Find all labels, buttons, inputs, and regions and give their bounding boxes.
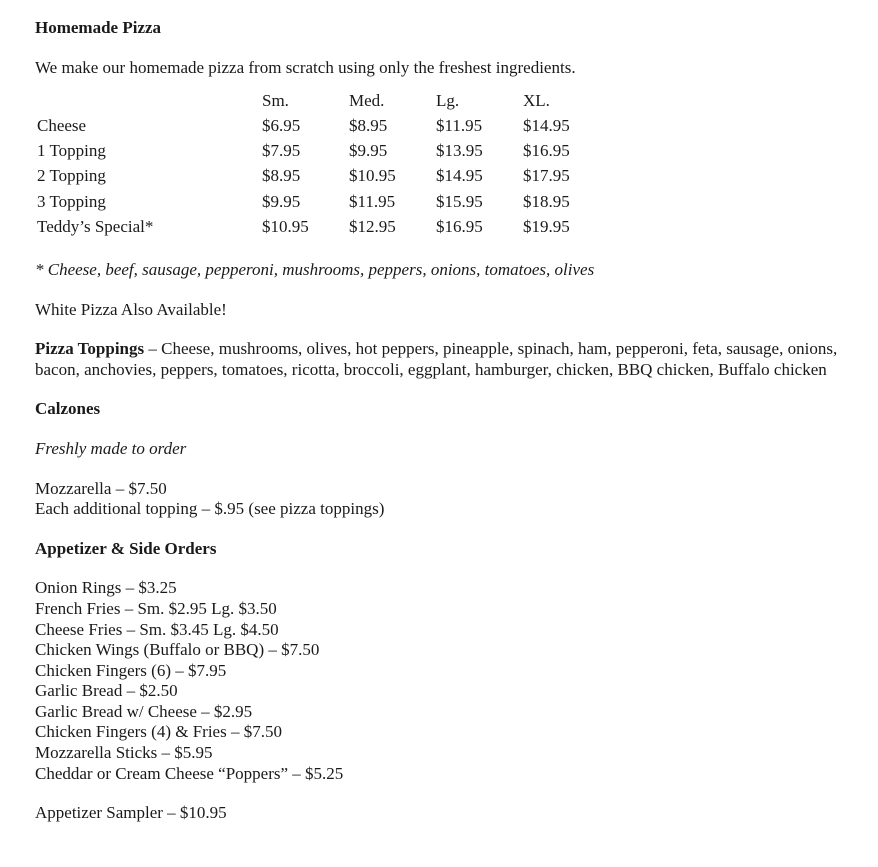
- price-cell: $7.95: [262, 141, 301, 161]
- price-cell: $12.95: [349, 217, 396, 237]
- table-row: [37, 113, 610, 138]
- special-footnote: * Cheese, beef, sausage, pepperoni, mushrooms, peppers, onions, tomatoes, olives: [35, 259, 595, 279]
- size-header-lg: Lg.: [436, 90, 460, 110]
- price-cell: $9.95: [349, 141, 388, 161]
- pizza-name: 3 Topping: [37, 191, 106, 211]
- size-header-sm: Sm.: [262, 90, 289, 110]
- table-row: [37, 189, 610, 214]
- price-cell: $17.95: [523, 166, 570, 186]
- list-item: Cheese Fries – Sm. $3.45 Lg. $4.50: [35, 619, 279, 639]
- calzones-subtitle: Freshly made to order: [35, 438, 187, 458]
- price-cell: $19.95: [523, 217, 570, 237]
- price-cell: $11.95: [349, 191, 396, 211]
- list-item: Mozzarella – $7.50: [35, 478, 167, 498]
- list-item: Chicken Fingers (6) – $7.95: [35, 660, 227, 680]
- list-item: French Fries – Sm. $2.95 Lg. $3.50: [35, 598, 277, 618]
- price-table-header: [37, 88, 610, 113]
- list-item: Chicken Wings (Buffalo or BBQ) – $7.50: [35, 640, 320, 660]
- white-pizza-note: White Pizza Also Available!: [35, 299, 227, 319]
- size-header-blank: [37, 88, 262, 113]
- price-cell: $11.95: [436, 115, 483, 135]
- price-cell: $8.95: [262, 166, 301, 186]
- list-item: Each additional topping – $.95 (see pizza toppings): [35, 499, 385, 519]
- table-row: [37, 215, 610, 240]
- pizza-heading: Homemade Pizza: [35, 18, 162, 37]
- table-row: [37, 164, 610, 189]
- price-cell: $6.95: [262, 115, 301, 135]
- pizza-name: Teddy’s Special*: [37, 217, 154, 237]
- menu-page: [35, 18, 855, 824]
- pizza-toppings-paragraph: [35, 339, 855, 380]
- price-cell: $14.95: [436, 166, 483, 186]
- list-item: Garlic Bread w/ Cheese – $2.95: [35, 701, 253, 721]
- calzones-heading: Calzones: [35, 399, 101, 419]
- appetizers-heading: Appetizer & Side Orders: [35, 538, 217, 558]
- price-cell: $10.95: [349, 166, 396, 186]
- list-item: Chicken Fingers (4) & Fries – $7.50: [35, 722, 282, 742]
- pizza-name: 2 Topping: [37, 166, 106, 186]
- list-item: Cheddar or Cream Cheese “Poppers” – $5.25: [35, 763, 344, 783]
- pizza-name: Cheese: [37, 115, 87, 135]
- appetizer-sampler: Appetizer Sampler – $10.95: [35, 803, 227, 823]
- table-row: [37, 139, 610, 164]
- pizza-toppings-label: Pizza Toppings: [35, 339, 145, 359]
- price-cell: $16.95: [436, 217, 483, 237]
- list-item: Garlic Bread – $2.50: [35, 681, 178, 701]
- price-cell: $9.95: [262, 191, 301, 211]
- price-cell: $18.95: [523, 191, 570, 211]
- price-cell: $13.95: [436, 141, 483, 161]
- price-cell: $15.95: [436, 191, 483, 211]
- pizza-toppings-list: – Cheese, mushrooms, olives, hot peppers, pineapple, spinach, ham, pepperoni, feta, sausage, onions, bacon, anchovies, peppers, tomatoes, ricotta, broccoli, eggplant, hamburger, chicken, BBQ chicken, Buffalo chicken: [35, 339, 838, 379]
- pizza-intro: We make our homemade pizza from scratch using only the freshest ingredients.: [35, 57, 576, 77]
- list-item: Mozzarella Sticks – $5.95: [35, 743, 213, 763]
- pizza-name: 1 Topping: [37, 141, 106, 161]
- size-header-med: Med.: [349, 90, 385, 110]
- list-item: Onion Rings – $3.25: [35, 578, 177, 598]
- price-cell: $14.95: [523, 115, 570, 135]
- price-cell: $8.95: [349, 115, 388, 135]
- price-cell: $16.95: [523, 141, 570, 161]
- size-header-xl: XL.: [523, 90, 550, 110]
- price-cell: $10.95: [262, 217, 309, 237]
- pizza-price-table: [37, 88, 610, 240]
